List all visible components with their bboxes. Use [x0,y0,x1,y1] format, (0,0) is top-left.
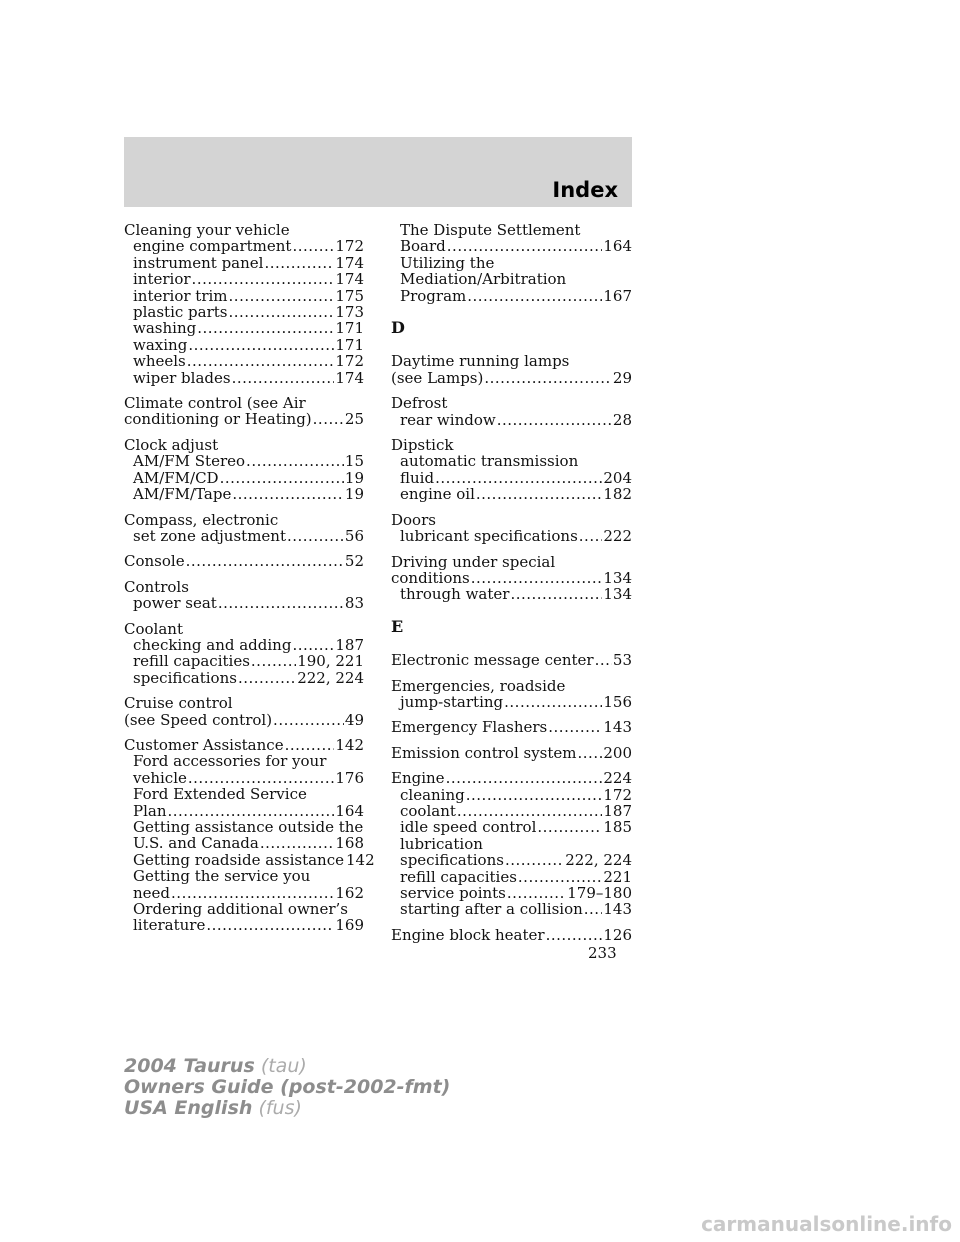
index-entry: service points ..... 179–180 [391,885,632,901]
section-letter-d: D [391,318,405,338]
index-entry: interior ..... 174 [124,271,364,287]
index-subheading: automatic transmission [400,452,579,471]
index-column-right [391,222,632,943]
index-entry: AM/FM/Tape ..... 19 [124,486,364,502]
index-entry: specifications ..... 222, 224 [391,852,632,868]
index-heading: Dipstick [391,436,454,455]
footer-line-language: USA English (fus) [124,1097,302,1119]
footer-line-guide: Owners Guide (post-2002-fmt) [124,1076,451,1098]
index-entry: Customer Assistance ..... 142 [124,737,364,753]
index-entry: (see Lamps) ..... 29 [391,370,632,386]
index-entry: set zone adjustment ..... 56 [124,528,364,544]
index-entry: Engine ..... 224 [391,770,632,786]
index-entry: AM/FM/CD ..... 19 [124,470,364,486]
index-heading: Controls [124,577,189,596]
index-heading: Defrost [391,394,448,413]
index-entry: Console ..... 52 [124,553,364,569]
index-entry: rear window ..... 28 [391,412,632,428]
index-entry: refill capacities ..... 221 [391,869,632,885]
index-entry: waxing ..... 171 [124,337,364,353]
index-entry: specifications ..... 222, 224 [124,670,364,686]
index-heading: Clock adjust [124,435,219,454]
index-entry: Engine block heater ..... 126 [391,927,632,943]
index-entry: Getting roadside assistance 142 [133,850,375,869]
index-entry: Emission control system ..... 200 [391,745,632,761]
index-entry: engine oil ..... 182 [391,486,632,502]
index-entry: jump-starting ..... 156 [391,694,632,710]
index-entry: fluid ..... 204 [391,470,632,486]
document-footer [124,1056,450,1119]
index-entry: vehicle ..... 176 [124,770,364,786]
index-entry: Electronic message center ..... 53 [391,652,632,668]
index-subheading: The Dispute Settlement [400,221,581,239]
index-entry: conditioning or Heating) ..... 25 [124,411,364,427]
index-heading: Coolant [124,619,183,638]
index-entry: AM/FM Stereo ..... 15 [124,453,364,469]
index-heading: Climate control (see Air [124,394,306,413]
index-entry: need ..... 162 [124,885,364,901]
index-subheading: Mediation/Arbitration [400,270,567,289]
index-entry: lubricant specifications ..... 222 [391,528,632,544]
index-entry: instrument panel ..... 174 [124,255,364,271]
index-entry: Emergency Flashers ..... 143 [391,719,632,735]
index-entry: washing ..... 171 [124,320,364,336]
index-entry: through water ..... 134 [391,586,632,602]
site-watermark: carmanualsonline.info [701,1212,952,1236]
index-heading: Driving under special [391,552,556,571]
index-entry: power seat ..... 83 [124,595,364,611]
index-entry: Program ..... 167 [391,288,632,304]
index-entry: wiper blades ..... 174 [124,370,364,386]
index-heading: Cruise control [124,694,233,713]
index-entry: cleaning ..... 172 [391,787,632,803]
index-entry: U.S. and Canada ..... 168 [124,835,364,851]
index-heading: Doors [391,510,436,529]
index-entry: literature ..... 169 [124,917,364,933]
index-entry: engine compartment ..... 172 [124,238,364,254]
index-entry: plastic parts ..... 173 [124,304,364,320]
index-entry: idle speed control ..... 185 [391,819,632,835]
index-heading: Compass, electronic [124,510,279,529]
index-entry: interior trim ..... 175 [124,288,364,304]
index-subheading: Getting the service you [133,867,311,886]
index-subheading: Ordering additional owner’s [133,900,348,919]
section-letter-e: E [391,616,404,636]
index-subheading: Ford Extended Service [133,785,307,804]
index-column-left [124,221,375,935]
index-entry: Board ..... 164 [391,238,632,254]
index-entry: starting after a collision ..... 143 [391,901,632,917]
index-subheading: Getting assistance outside the [133,818,364,836]
footer-line-model: 2004 Taurus (tau) [124,1055,307,1077]
index-entry: wheels ..... 172 [124,353,364,369]
index-entry: refill capacities ..... 190, 221 [124,653,364,669]
index-subheading: Ford accessories for your [133,752,327,771]
index-entry: conditions ..... 134 [391,570,632,586]
index-entry: (see Speed control) ..... 49 [124,712,364,728]
index-heading: Cleaning your vehicle [124,221,290,239]
index-subheading: lubrication [400,834,483,853]
index-heading: Daytime running lamps [391,352,570,371]
page-number: 233 [588,944,617,962]
index-heading: Emergencies, roadside [391,676,566,695]
section-title: Index [552,178,618,202]
index-entry: coolant ..... 187 [391,803,632,819]
page-header [124,137,632,207]
index-entry: Plan ..... 164 [124,803,364,819]
index-entry: checking and adding ..... 187 [124,637,364,653]
index-subheading: Utilizing the [400,253,495,272]
